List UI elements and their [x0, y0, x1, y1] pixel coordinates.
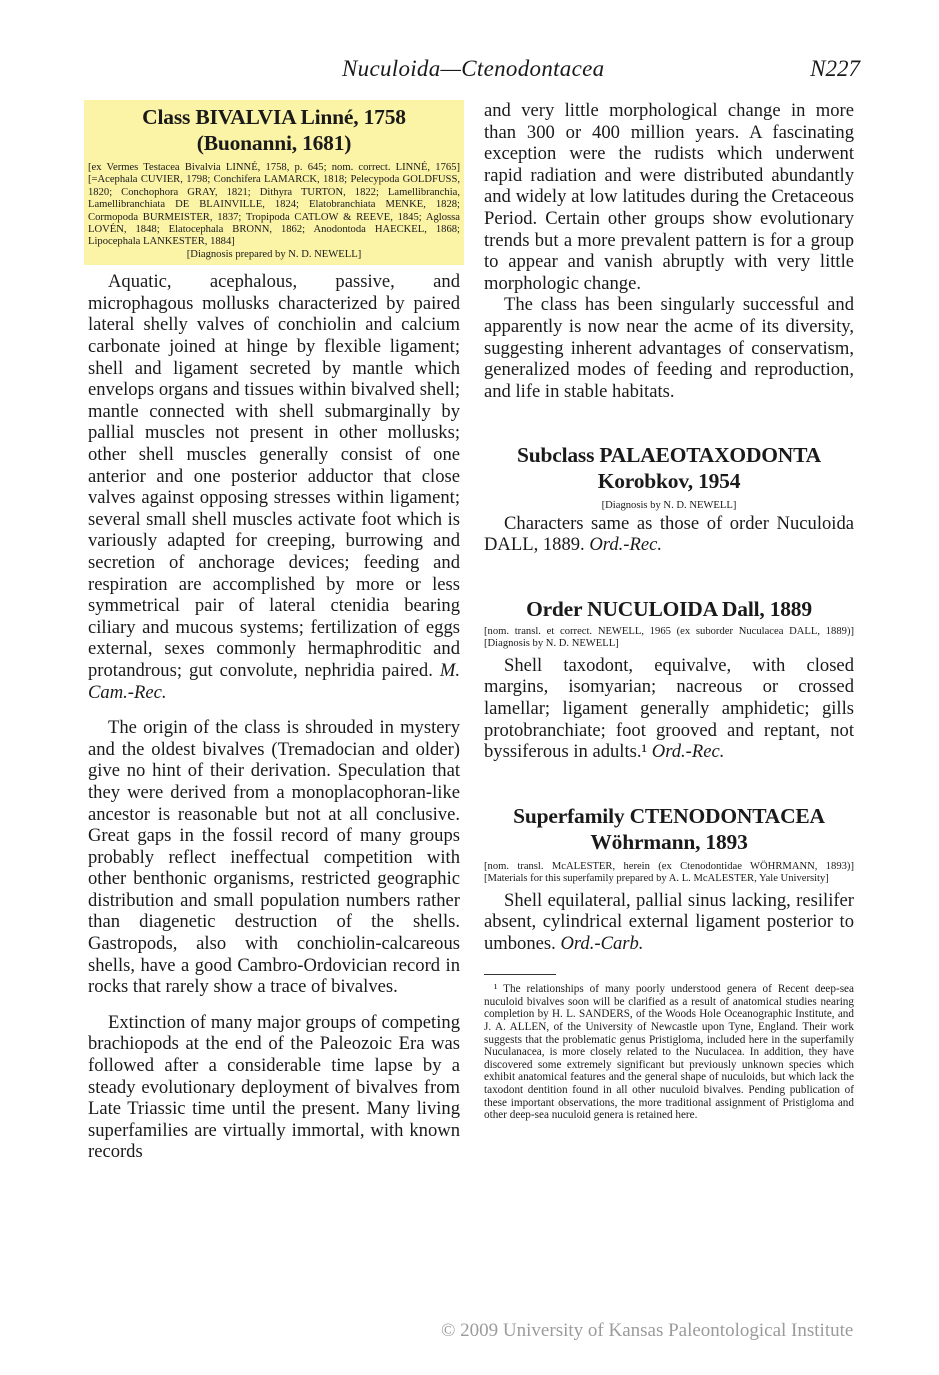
subclass-description — [484, 513, 854, 556]
superfamily-range: Ord.-Carb. — [560, 932, 644, 954]
superfamily-heading-line2: Wöhrmann, 1893 — [590, 829, 748, 854]
superfamily-nomenclature-note: [nom. transl. McALESTER, herein (ex Ctenodontidae WÖHRMANN, 1893)] [Materials for this superfamily prepared by A. L. McALESTER, Yale University] — [484, 860, 854, 885]
left-column — [88, 100, 460, 1163]
class-heading-block — [84, 100, 464, 265]
subclass-diagnosis-credit: [Diagnosis by N. D. NEWELL] — [601, 500, 737, 512]
class-heading-line1: Class BIVALVIA Linné, 1758 — [142, 105, 406, 129]
origin-paragraph: The origin of the class is shrouded in mystery and the oldest bivalves (Tremadocian and older) give no hint of their derivation. Speculation that they were derived from a monoplacophoran-like ancestor is reasonable but not at all conclusive. Great gaps in the fossil record of many groups probably reflect ineffectual competition with other benthonic organisms, restricted geographic distribution and small population numbers rather than diagenetic destruction of the shells. Gastropods, also with conchiolin-calcareous shells, have a good Cambro-Ordovician record in rocks that rarely show a trace of bivalves. — [88, 717, 460, 998]
class-diagnosis-credit: [Diagnosis prepared by N. D. NEWELL] — [186, 248, 362, 260]
footnote: ¹ The relationships of many poorly understood genera of Recent deep-sea nuculoid bivalves soon will be clarified as a result of anatomical studies nearing completion by H. L. SANDERS, of the Woods Hole Oceanographic Institute, and J. A. ALLEN, of the University of Newcastle upon Tyne, England. Their work suggests that the problematic genus Pristigloma, included here in the superfamily Nuculanacea, is more closely related to the Nuculacea. In addition, they have discovered some extremely significant but previously unknown species which exhibit anatomical features and the general shape of nuculoids, but which lack the taxodont dentition found in all other nuculoid bivalves. Pending publication of these important observations, the more traditional assignment of Pristigloma and other deep-sea nuculoid genera is retained here. — [484, 983, 854, 1122]
class-range: M. Cam.-Rec. — [88, 659, 460, 703]
order-nomenclature-note: [nom. transl. et correct. NEWELL, 1965 (ex suborder Nuculacea DALL, 1889)] [Diagnosis by N. D. NEWELL] — [484, 625, 854, 650]
superfamily-description-text: Shell equilateral, pallial sinus lacking, resilifer absent, cylindrical external ligament posterior to umbones. — [484, 889, 854, 954]
order-range: Ord.-Rec. — [651, 741, 725, 763]
order-description — [484, 655, 854, 763]
running-head — [80, 56, 860, 86]
order-heading: Order NUCULOIDA Dall, 1889 — [526, 596, 812, 621]
copyright-notice: © 2009 University of Kansas Paleontological Institute — [441, 1320, 854, 1341]
class-description — [88, 271, 460, 703]
class-heading — [88, 104, 460, 156]
subclass-range: Ord.-Rec. — [589, 534, 662, 556]
order-description-text: Shell taxodont, equivalve, with closed margins, isomyarian; nacreous or crossed lamellar; ligament generally amphidetic; gills protobranchiate; foot grooved and reptant, not byssiferous in adults.¹ — [484, 654, 854, 763]
class-heading-line2: (Buonanni, 1681) — [196, 131, 352, 155]
class-description-text: Aquatic, acephalous, passive, and microphagous mollusks characterized by paired lateral shelly valves of conchiolin and calcium carbonate joined at hinge by flexible ligament; shell and ligament secreted by mantle which envelops organs and tissues within bivalved shell; mantle connected with shell submarginally by pallial muscles not present in other mollusks; other shell muscles generally consist of one anterior and one posterior adductor that close valves against opposing stresses within ligament; several small shell muscles activate foot which is variously adapted for creeping, burrowing and secretion of anchorage devices; feeding and respiration are accomplished by more or less symmetrical pair of lateral ctenidia bearing ciliary and mucous systems; fertilization of eggs external, sexes commonly hermaphroditic and protandrous; gut convolute, nephridia paired. — [88, 271, 460, 681]
superfamily-description — [484, 890, 854, 955]
subclass-heading — [484, 442, 854, 494]
superfamily-heading-line1: Superfamily CTENODONTACEA — [513, 803, 825, 828]
subclass-heading-line1: Subclass PALAEOTAXODONTA — [516, 443, 821, 468]
superfamily-heading — [484, 803, 854, 855]
success-paragraph: The class has been singularly successful and apparently is now near the acme of its diversity, suggesting inherent advantages of conservatism, generalized modes of feeding and reproduction, and life in stable habitats. — [484, 294, 854, 402]
page-number: N227 — [810, 56, 860, 81]
continued-paragraph: and very little morphological change in more than 300 or 400 million years. A fascinating exception were the rudists which underwent rapid radiation and were distributed abundantly and widely at low latitudes during the Cretaceous Period. Certain other groups show evolutionary trends but a more prevalent pattern is for a group to appear and vanish abruptly with very little morphologic change. — [484, 100, 854, 294]
footnote-rule — [484, 974, 556, 975]
running-head-title: Nuculoida—Ctenodontacea — [342, 56, 605, 81]
subclass-description-text: Characters same as those of order Nuculoida DALL, 1889. — [484, 512, 854, 556]
subclass-heading-line2: Korobkov, 1954 — [597, 469, 741, 494]
right-column — [484, 100, 854, 1122]
class-synonymy: [ex Vermes Testacea Bivalvia LINNÉ, 1758, p. 645; nom. correct. LINNÉ, 1765] [=Acephala CUVIER, 1798; Conchifera LAMARCK, 1818; Pelecypoda GOLDFUSS, 1820; Conchophora GRAY, 1821; Dithyra TURTON, 1822; Lamellibranchia, Lamellibranchiata DE BLAINVILLE, 1824; Elatobranchiata MENKE, 1828; Cormopoda BURMEISTER, 1837; Tropipoda CATLOW & REEVE, 1845; Aglossa LOVÉN, 1848; Elatocephala BRONN, 1862; Anodontoda HAECKEL, 1868; Lipocephala LANKESTER, 1884] — [88, 162, 460, 248]
extinction-paragraph: Extinction of many major groups of competing brachiopods at the end of the Paleozoic Era was followed after a considerable time lapse by a steady evolutionary deployment of bivalves from Late Triassic time until the present. Many living superfamilies are virtually immortal, with known records — [88, 1011, 460, 1163]
